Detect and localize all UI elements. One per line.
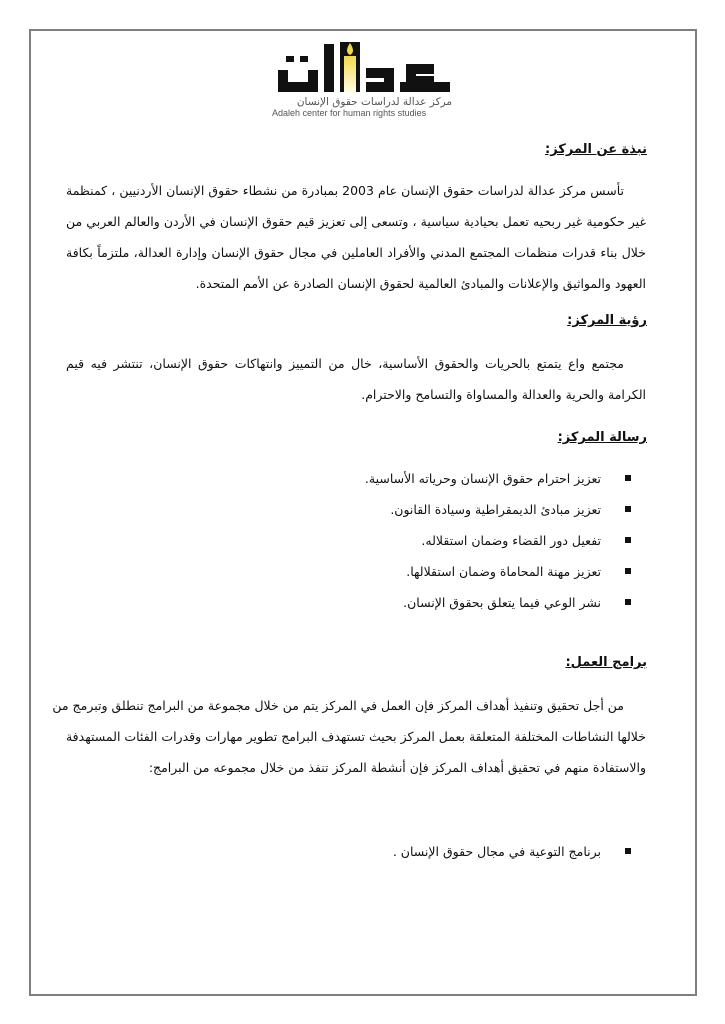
mission-item: [365, 529, 601, 560]
mission-item-text: تعزيز احترام حقوق الإنسان وحرياته الأساسية.: [364, 471, 601, 486]
program-item-text: برنامج التوعية في مجال حقوق الإنسان .: [392, 844, 601, 859]
mission-item-text: تعزيز مبادئ الديمقراطية وسيادة القانون.: [390, 502, 601, 517]
programs-list: [393, 840, 601, 871]
about-line: العهود والمواثيق والإعلانات والمبادئ العالمية لحقوق الإنسان الصادرة عن الأمم المتحدة.: [195, 276, 646, 291]
adaleh-logo: [272, 40, 457, 120]
mission-item-text: تعزيز مهنة المحاماة وضمان استقلالها.: [406, 564, 601, 579]
programs-line: خلالها النشاطات المختلفة المتعلقة بعمل المركز بحيث تستهدف البرامج تطوير مهارات وقدرات الفئات المستهدفة: [65, 729, 646, 744]
square-bullet-icon: [625, 506, 631, 512]
programs-line: والاستفادة منهم في تحقيق أهداف المركز فإن أنشطة المركز تنفذ من خلال مجموعه من البرامج:: [148, 760, 646, 775]
adaleh-wordmark-icon: [274, 40, 454, 94]
mission-item: [365, 591, 601, 622]
about-paragraph: [66, 175, 646, 299]
square-bullet-icon: [625, 568, 631, 574]
program-item: [393, 840, 601, 871]
logo-english-subtitle: Adaleh center for human rights studies: [272, 108, 427, 118]
mission-heading: رسالة المركز:: [557, 430, 647, 445]
about-line: غير حكومية غير ربحيه تعمل بحيادية سياسية ، وتسعى إلى تعزيز قيم حقوق الإنسان في الأردن والعالم العربي من: [66, 214, 646, 229]
square-bullet-icon: [625, 475, 631, 481]
square-bullet-icon: [625, 537, 631, 543]
programs-line: من أجل تحقيق وتنفيذ أهداف المركز فإن العمل في المركز يتم من خلال مجموعة من البرامج تنطلق وتبرمج من: [52, 698, 624, 713]
vision-paragraph: [66, 348, 646, 410]
about-line: تأسس مركز عدالة لدراسات حقوق الإنسان عام 2003 بمبادرة من نشطاء حقوق الإنسان الأردنيين ، كمنظمة: [66, 183, 624, 198]
vision-line: الكرامة والحرية والعدالة والمساواة والتسامح والاحترام.: [361, 387, 646, 402]
mission-item: [365, 467, 601, 498]
mission-list: [365, 467, 601, 622]
about-line: خلال بناء قدرات منظمات المجتمع المدني والأفراد العاملين في مجال حقوق الإنسان وإدارة العدالة، ملتزماً بكافة: [66, 245, 646, 260]
programs-paragraph: [52, 690, 646, 783]
mission-item: [365, 498, 601, 529]
mission-item-text: نشر الوعي فيما يتعلق بحقوق الإنسان.: [403, 595, 601, 610]
square-bullet-icon: [625, 599, 631, 605]
mission-item: [365, 560, 601, 591]
logo-arabic-subtitle: مركز عدالة لدراسات حقوق الإنسان: [296, 96, 452, 108]
vision-heading: رؤية المركز:: [567, 313, 647, 328]
vision-line: مجتمع واع يتمتع بالحريات والحقوق الأساسية، خال من التمييز وانتهاكات حقوق الإنسان، تنتشر فيه قيم: [66, 356, 624, 371]
square-bullet-icon: [625, 848, 631, 854]
about-heading: نبذة عن المركز:: [545, 142, 647, 157]
programs-heading: برامج العمل:: [565, 655, 647, 670]
mission-item-text: تفعيل دور القضاء وضمان استقلاله.: [421, 533, 601, 548]
